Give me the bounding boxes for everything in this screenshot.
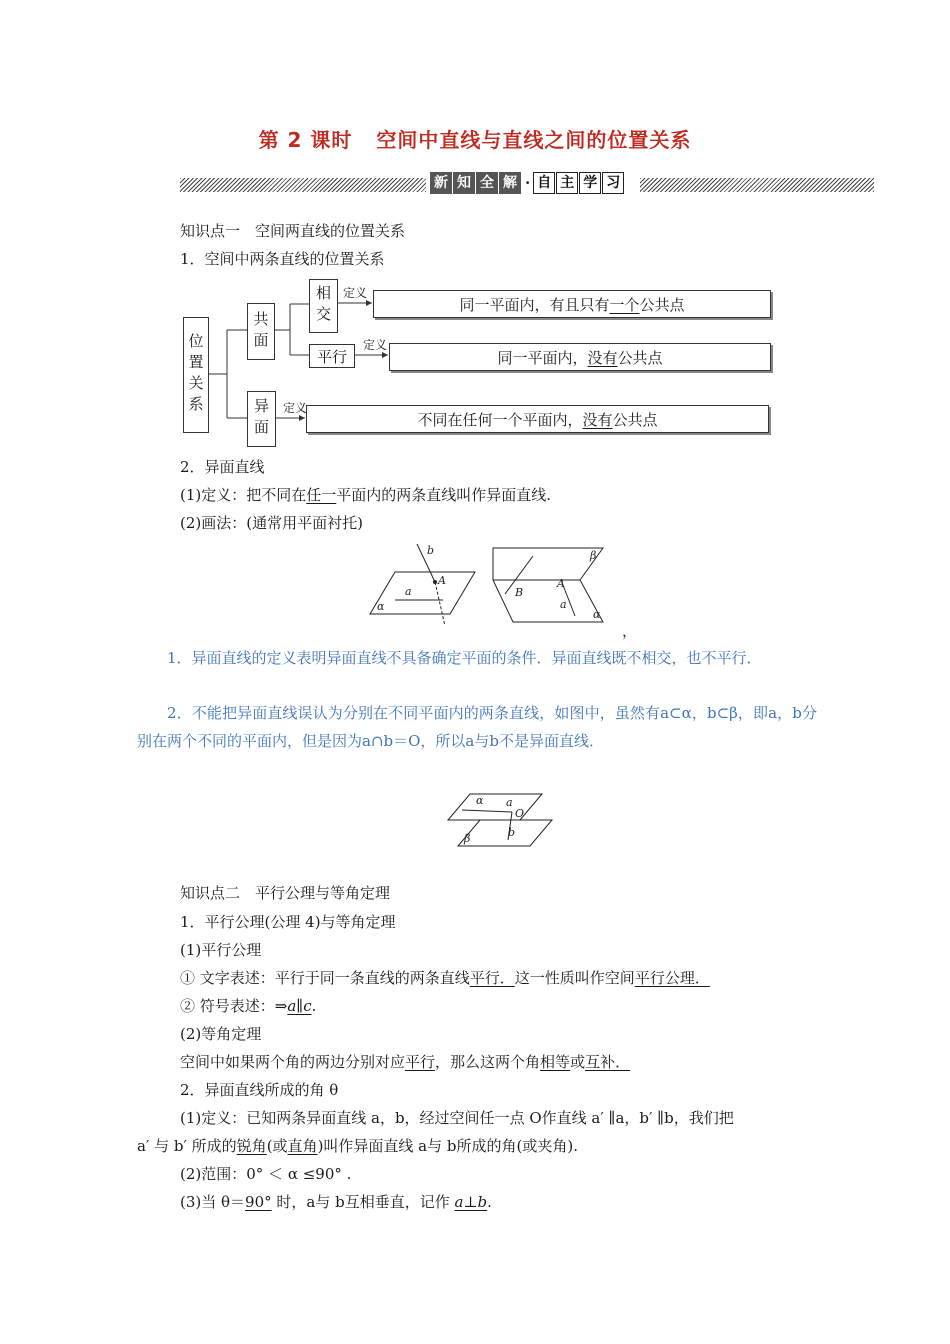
kp2-item2: 2．异面直线所成的角 θ	[180, 1081, 339, 1099]
text: (或	[266, 1137, 288, 1155]
note-2	[137, 699, 817, 755]
def-label-3: 定义	[283, 401, 308, 415]
skew-definition	[180, 484, 551, 505]
text: (1)定义：把不同在	[180, 486, 307, 504]
banner-char: 主	[556, 172, 578, 194]
def-text: 不同在任何一个平面内，	[417, 410, 583, 429]
label-beta: β	[590, 549, 597, 562]
def-parallel-box	[389, 343, 771, 371]
skew-box: 异面	[247, 391, 276, 447]
def-text: 公共点	[612, 410, 658, 429]
intersecting-planes-figure	[440, 788, 560, 850]
underline: 平行公理．	[634, 969, 710, 987]
angle-range: (2)范围：0° ＜ α ≤90° .	[180, 1165, 352, 1183]
parallel-axiom-symbol	[180, 995, 316, 1016]
def-text: 同一平面内，	[497, 348, 588, 367]
label-beta: β	[464, 832, 471, 845]
equal-angle-theorem	[180, 1051, 630, 1072]
def-label-2: 定义	[363, 338, 388, 352]
def-text: 公共点	[617, 348, 663, 367]
underline: 任一	[306, 486, 337, 504]
text: .	[311, 997, 317, 1015]
banner-char: 解	[499, 172, 521, 194]
label-A: A	[438, 574, 446, 587]
note-text: 2．不能把异面直线误认为分别在不同平面内的两条直线，如图中，虽然有a⊂α，b⊂β，即a，b分别在两个不同的平面内，但是因为a∩b＝O，所以a与b不是异面直线．	[137, 704, 817, 750]
underline: 互补．	[585, 1053, 631, 1071]
drawing-method: (2)画法：(通常用平面衬托)	[180, 514, 363, 532]
text: (3)当 θ＝	[180, 1193, 246, 1211]
banner-char: 习	[602, 172, 624, 194]
tree-root-box: 位置关系	[183, 317, 209, 433]
def-underline: 没有	[587, 348, 618, 367]
text: )叫作异面直线 a与 b所成的角(或夹角).	[317, 1137, 578, 1155]
angle-definition-1: (1)定义：已知两条异面直线 a，b，经过空间任一点 O作直线 a′ ∥a，b′ ∥b，我们把	[180, 1109, 734, 1127]
underline: 相等	[540, 1053, 571, 1071]
banner-char: 新	[430, 172, 452, 194]
underline: a⊥b	[454, 1193, 488, 1211]
label-A2: A	[557, 577, 565, 590]
def-text: 公共点	[639, 295, 685, 314]
text: ，那么这两个角	[435, 1053, 541, 1071]
skew-lines-figure	[365, 538, 665, 638]
intersect-box: 相交	[309, 279, 338, 333]
label-alpha: α	[476, 794, 484, 807]
def-skew-box	[306, 405, 769, 433]
def-text: 同一平面内，有且只有	[459, 295, 610, 314]
label-alpha2: α	[593, 608, 601, 621]
label-B: B	[515, 586, 524, 599]
underline: 90°	[245, 1193, 272, 1211]
label-a: a	[405, 585, 412, 598]
text: ② 符号表述：⇒	[180, 997, 288, 1015]
def-label-1: 定义	[343, 286, 368, 300]
tree-connectors	[0, 0, 950, 450]
kp1-heading: 知识点一 空间两直线的位置关系	[180, 222, 406, 240]
banner-dot: ·	[525, 174, 531, 192]
underline: 平行	[405, 1053, 436, 1071]
label-O: O	[515, 807, 525, 820]
text: 平面内的两条直线叫作异面直线.	[336, 486, 552, 504]
underline: 直角	[287, 1137, 318, 1155]
banner-char: 学	[579, 172, 601, 194]
text: ① 文字表述：平行于同一条直线的两条直线	[180, 969, 470, 987]
label-a2: a	[560, 598, 567, 611]
text: 这一性质叫作空间	[514, 969, 635, 987]
underline: 平行．	[469, 969, 515, 987]
note-1	[137, 644, 817, 672]
kp2-item1: 1．平行公理(公理 4)与等角定理	[180, 913, 396, 931]
def-underline: 没有	[582, 410, 613, 429]
banner-char: 自	[533, 172, 555, 194]
underline: 锐角	[236, 1137, 267, 1155]
lesson-topic: 空间中直线与直线之间的位置关系	[376, 128, 692, 152]
kp1-item1: 1．空间中两条直线的位置关系	[180, 250, 385, 268]
lesson-number: 第 2 课时	[258, 128, 353, 152]
label-a: a	[506, 796, 513, 809]
kp2-sub1: (1)平行公理	[180, 941, 262, 959]
angle-definition-2	[137, 1135, 578, 1156]
text: 时，a与 b互相垂直，记作	[271, 1193, 455, 1211]
def-underline: 一个	[609, 295, 640, 314]
kp2-sub2: (2)等角定理	[180, 1025, 262, 1043]
note-text: 1．异面直线的定义表明异面直线不具备确定平面的条件．异面直线既不相交，也不平行．	[167, 649, 762, 667]
underline: a∥c	[287, 997, 312, 1015]
banner-char: 知	[453, 172, 475, 194]
kp1-item2: 2．异面直线	[180, 458, 265, 476]
def-intersect-box	[373, 290, 771, 318]
text: 空间中如果两个角的两边分别对应	[180, 1053, 406, 1071]
parallel-axiom-text	[180, 967, 710, 988]
parallel-box: 平行	[309, 344, 355, 368]
label-alpha: α	[377, 600, 385, 613]
text: a′ 与 b′ 所成的	[137, 1137, 237, 1155]
label-b: b	[427, 544, 435, 557]
figure-comma: ，	[622, 622, 638, 640]
banner-char: 全	[476, 172, 498, 194]
kp2-heading: 知识点二 平行公理与等角定理	[180, 884, 391, 902]
perpendicular-def	[180, 1191, 492, 1212]
text: 或	[570, 1053, 586, 1071]
coplanar-box: 共面	[247, 303, 275, 360]
label-b: b	[508, 826, 516, 839]
text: .	[487, 1193, 492, 1211]
